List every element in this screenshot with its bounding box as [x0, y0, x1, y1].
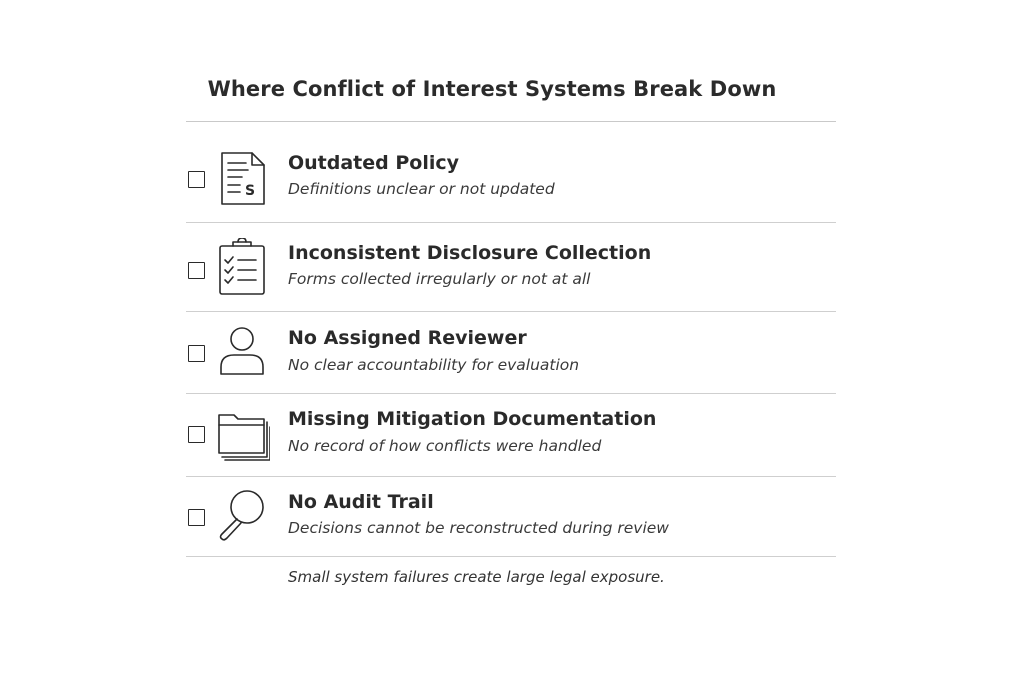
item-title: Missing Mitigation Documentation — [288, 408, 657, 430]
footer-note: Small system failures create large legal exposure. — [288, 568, 665, 586]
item-description: Forms collected irregularly or not at all — [288, 270, 591, 288]
item-title: Outdated Policy — [288, 152, 460, 174]
checklist-item-inconsistent-disclosure — [186, 222, 836, 311]
page-title: Where Conflict of Interest Systems Break Down — [207, 77, 777, 101]
checkbox[interactable] — [188, 171, 205, 188]
folder-icon — [216, 405, 270, 463]
magnifying-glass-icon — [216, 486, 270, 544]
checklist-item-no-assigned-reviewer — [186, 311, 836, 393]
item-description: No record of how conflicts were handled — [288, 437, 602, 455]
checklist-item-no-audit-trail — [186, 476, 836, 556]
checkbox[interactable] — [188, 345, 205, 362]
checklist-item-missing-mitigation — [186, 393, 836, 476]
policy-document-icon — [216, 150, 270, 208]
item-title: No Assigned Reviewer — [288, 327, 527, 349]
checklist-item-outdated-policy — [186, 122, 836, 222]
row-divider — [186, 556, 836, 557]
checkbox[interactable] — [188, 509, 205, 526]
person-icon — [216, 323, 270, 381]
checkbox[interactable] — [188, 426, 205, 443]
item-description: Decisions cannot be reconstructed during review — [288, 519, 669, 537]
checkbox[interactable] — [188, 262, 205, 279]
item-description: Definitions unclear or not updated — [288, 180, 555, 198]
item-description: No clear accountability for evaluation — [288, 356, 580, 374]
clipboard-checklist-icon — [216, 238, 270, 296]
item-title: Inconsistent Disclosure Collection — [288, 242, 652, 264]
policy-symbol: S — [245, 183, 256, 199]
item-title: No Audit Trail — [288, 491, 434, 513]
